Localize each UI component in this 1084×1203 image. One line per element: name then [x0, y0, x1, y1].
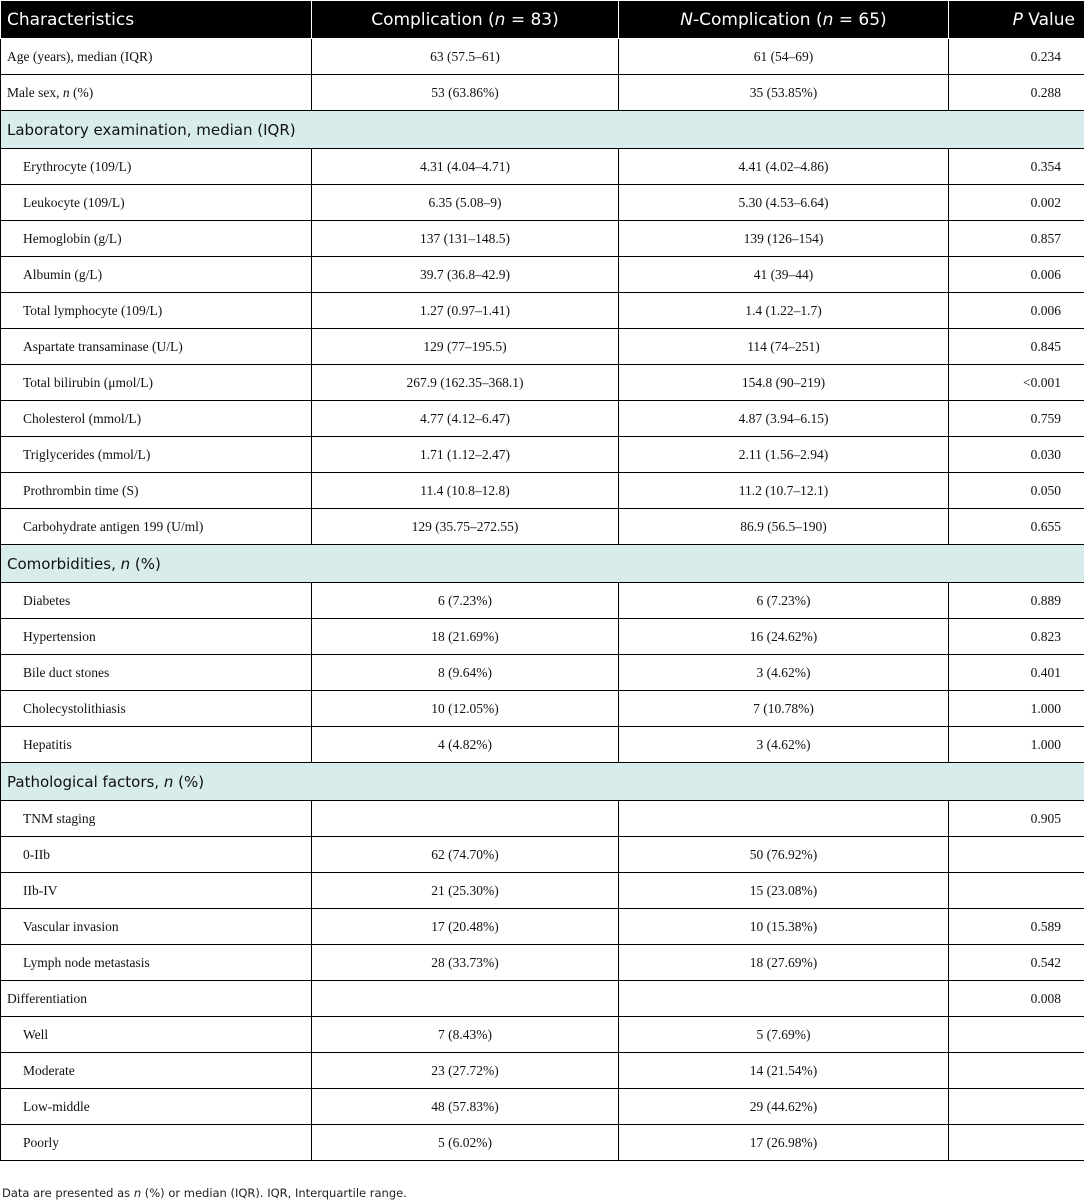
n-complication-value	[619, 801, 949, 837]
table-row	[1, 365, 1084, 401]
table-row	[1, 981, 1084, 1017]
n-complication-value: 17 (26.98%)	[619, 1125, 949, 1161]
row-label: Diabetes	[1, 583, 312, 619]
complication-value: 53 (63.86%)	[312, 75, 619, 111]
complication-value: 129 (77–195.5)	[312, 329, 619, 365]
table-row	[1, 509, 1084, 545]
row-label: Albumin (g/L)	[1, 257, 312, 293]
p-value: 0.006	[949, 257, 1084, 293]
row-label: Erythrocyte (109/L)	[1, 149, 312, 185]
row-label: Male sex, n (%)	[1, 75, 312, 111]
n-complication-value: 61 (54–69)	[619, 39, 949, 75]
row-label: Leukocyte (109/L)	[1, 185, 312, 221]
table-row	[1, 1089, 1084, 1125]
row-label: Total bilirubin (μmol/L)	[1, 365, 312, 401]
table-row	[1, 257, 1084, 293]
complication-value: 4 (4.82%)	[312, 727, 619, 763]
table-row	[1, 185, 1084, 221]
n-complication-value: 2.11 (1.56–2.94)	[619, 437, 949, 473]
table-row	[1, 873, 1084, 909]
table-row	[1, 149, 1084, 185]
complication-value: 48 (57.83%)	[312, 1089, 619, 1125]
table-header-row	[1, 1, 1084, 39]
row-label: Prothrombin time (S)	[1, 473, 312, 509]
complication-value: 39.7 (36.8–42.9)	[312, 257, 619, 293]
table-footnote: Data are presented as n (%) or median (IQR). IQR, Interquartile range.	[2, 1186, 407, 1200]
p-value: 0.759	[949, 401, 1084, 437]
n-complication-value: 7 (10.78%)	[619, 691, 949, 727]
section-title: Pathological factors, n (%)	[1, 763, 1084, 801]
n-complication-value: 139 (126–154)	[619, 221, 949, 257]
n-complication-value: 10 (15.38%)	[619, 909, 949, 945]
table-row	[1, 909, 1084, 945]
p-value: 1.000	[949, 691, 1084, 727]
complication-value: 17 (20.48%)	[312, 909, 619, 945]
complication-value: 6 (7.23%)	[312, 583, 619, 619]
n-complication-value: 14 (21.54%)	[619, 1053, 949, 1089]
p-value: 0.234	[949, 39, 1084, 75]
complication-value: 23 (27.72%)	[312, 1053, 619, 1089]
row-label: IIb-IV	[1, 873, 312, 909]
header-characteristics: Characteristics	[1, 1, 312, 39]
header-p-value: P Value	[949, 1, 1084, 39]
n-complication-value: 4.41 (4.02–4.86)	[619, 149, 949, 185]
table-row	[1, 329, 1084, 365]
complication-value: 28 (33.73%)	[312, 945, 619, 981]
n-complication-value: 3 (4.62%)	[619, 727, 949, 763]
p-value: 0.002	[949, 185, 1084, 221]
p-value: 0.354	[949, 149, 1084, 185]
row-label: Vascular invasion	[1, 909, 312, 945]
table-row	[1, 1053, 1084, 1089]
n-complication-value	[619, 981, 949, 1017]
complication-value: 1.71 (1.12–2.47)	[312, 437, 619, 473]
row-label: Carbohydrate antigen 199 (U/ml)	[1, 509, 312, 545]
row-label: Bile duct stones	[1, 655, 312, 691]
complication-value: 5 (6.02%)	[312, 1125, 619, 1161]
p-value	[949, 1017, 1084, 1053]
p-value: 0.288	[949, 75, 1084, 111]
complication-value: 137 (131–148.5)	[312, 221, 619, 257]
p-value: 1.000	[949, 727, 1084, 763]
table-row	[1, 583, 1084, 619]
n-complication-value: 18 (27.69%)	[619, 945, 949, 981]
table-row	[1, 1125, 1084, 1161]
p-value: 0.008	[949, 981, 1084, 1017]
section-header-laboratory	[1, 111, 1084, 149]
complication-value: 7 (8.43%)	[312, 1017, 619, 1053]
table-row	[1, 727, 1084, 763]
p-value: 0.823	[949, 619, 1084, 655]
p-value: 0.050	[949, 473, 1084, 509]
table-row	[1, 437, 1084, 473]
row-label: Well	[1, 1017, 312, 1053]
table-row	[1, 473, 1084, 509]
p-value: 0.589	[949, 909, 1084, 945]
n-complication-value: 11.2 (10.7–12.1)	[619, 473, 949, 509]
p-value: 0.905	[949, 801, 1084, 837]
section-header-comorbidities	[1, 545, 1084, 583]
complication-value	[312, 801, 619, 837]
p-value: 0.655	[949, 509, 1084, 545]
n-complication-value: 16 (24.62%)	[619, 619, 949, 655]
header-complication: Complication (n = 83)	[312, 1, 619, 39]
p-value	[949, 1089, 1084, 1125]
p-value	[949, 837, 1084, 873]
n-complication-value: 5 (7.69%)	[619, 1017, 949, 1053]
n-complication-value: 86.9 (56.5–190)	[619, 509, 949, 545]
n-complication-value: 5.30 (4.53–6.64)	[619, 185, 949, 221]
section-header-pathological	[1, 763, 1084, 801]
table-row	[1, 75, 1084, 111]
p-value: 0.845	[949, 329, 1084, 365]
p-value: 0.401	[949, 655, 1084, 691]
table-row	[1, 837, 1084, 873]
row-label: Aspartate transaminase (U/L)	[1, 329, 312, 365]
row-label: Total lymphocyte (109/L)	[1, 293, 312, 329]
table-row	[1, 401, 1084, 437]
n-complication-value: 154.8 (90–219)	[619, 365, 949, 401]
row-label: 0-IIb	[1, 837, 312, 873]
row-label: Hemoglobin (g/L)	[1, 221, 312, 257]
n-complication-value: 6 (7.23%)	[619, 583, 949, 619]
n-complication-value: 4.87 (3.94–6.15)	[619, 401, 949, 437]
p-value: 0.889	[949, 583, 1084, 619]
row-label: Differentiation	[1, 981, 312, 1017]
p-value: <0.001	[949, 365, 1084, 401]
p-value: 0.006	[949, 293, 1084, 329]
row-label: Cholecystolithiasis	[1, 691, 312, 727]
p-value	[949, 1053, 1084, 1089]
n-complication-value: 35 (53.85%)	[619, 75, 949, 111]
table-row	[1, 39, 1084, 75]
complication-value: 1.27 (0.97–1.41)	[312, 293, 619, 329]
table-row	[1, 293, 1084, 329]
n-complication-value: 114 (74–251)	[619, 329, 949, 365]
table-row	[1, 691, 1084, 727]
complication-value: 129 (35.75–272.55)	[312, 509, 619, 545]
p-value: 0.030	[949, 437, 1084, 473]
complication-value	[312, 981, 619, 1017]
complication-value: 21 (25.30%)	[312, 873, 619, 909]
complication-value: 18 (21.69%)	[312, 619, 619, 655]
n-complication-value: 15 (23.08%)	[619, 873, 949, 909]
complication-value: 4.31 (4.04–4.71)	[312, 149, 619, 185]
row-label: TNM staging	[1, 801, 312, 837]
p-value	[949, 1125, 1084, 1161]
complication-value: 6.35 (5.08–9)	[312, 185, 619, 221]
row-label: Age (years), median (IQR)	[1, 39, 312, 75]
complication-value: 63 (57.5–61)	[312, 39, 619, 75]
row-label: Triglycerides (mmol/L)	[1, 437, 312, 473]
complication-value: 267.9 (162.35–368.1)	[312, 365, 619, 401]
table-row	[1, 1017, 1084, 1053]
complication-value: 8 (9.64%)	[312, 655, 619, 691]
complication-value: 10 (12.05%)	[312, 691, 619, 727]
row-label: Poorly	[1, 1125, 312, 1161]
section-title: Comorbidities, n (%)	[1, 545, 1084, 583]
complication-value: 62 (74.70%)	[312, 837, 619, 873]
row-label: Moderate	[1, 1053, 312, 1089]
p-value: 0.857	[949, 221, 1084, 257]
row-label: Hepatitis	[1, 727, 312, 763]
table-row	[1, 945, 1084, 981]
row-label: Low-middle	[1, 1089, 312, 1125]
row-label: Lymph node metastasis	[1, 945, 312, 981]
row-label: Cholesterol (mmol/L)	[1, 401, 312, 437]
n-complication-value: 3 (4.62%)	[619, 655, 949, 691]
table-row	[1, 655, 1084, 691]
n-complication-value: 50 (76.92%)	[619, 837, 949, 873]
n-complication-value: 1.4 (1.22–1.7)	[619, 293, 949, 329]
complication-value: 4.77 (4.12–6.47)	[312, 401, 619, 437]
table-row	[1, 801, 1084, 837]
n-complication-value: 29 (44.62%)	[619, 1089, 949, 1125]
table-row	[1, 619, 1084, 655]
n-complication-value: 41 (39–44)	[619, 257, 949, 293]
table-row	[1, 221, 1084, 257]
p-value: 0.542	[949, 945, 1084, 981]
header-n-complication: N-Complication (n = 65)	[619, 1, 949, 39]
section-title: Laboratory examination, median (IQR)	[1, 111, 1084, 149]
complication-value: 11.4 (10.8–12.8)	[312, 473, 619, 509]
row-label: Hypertension	[1, 619, 312, 655]
p-value	[949, 873, 1084, 909]
